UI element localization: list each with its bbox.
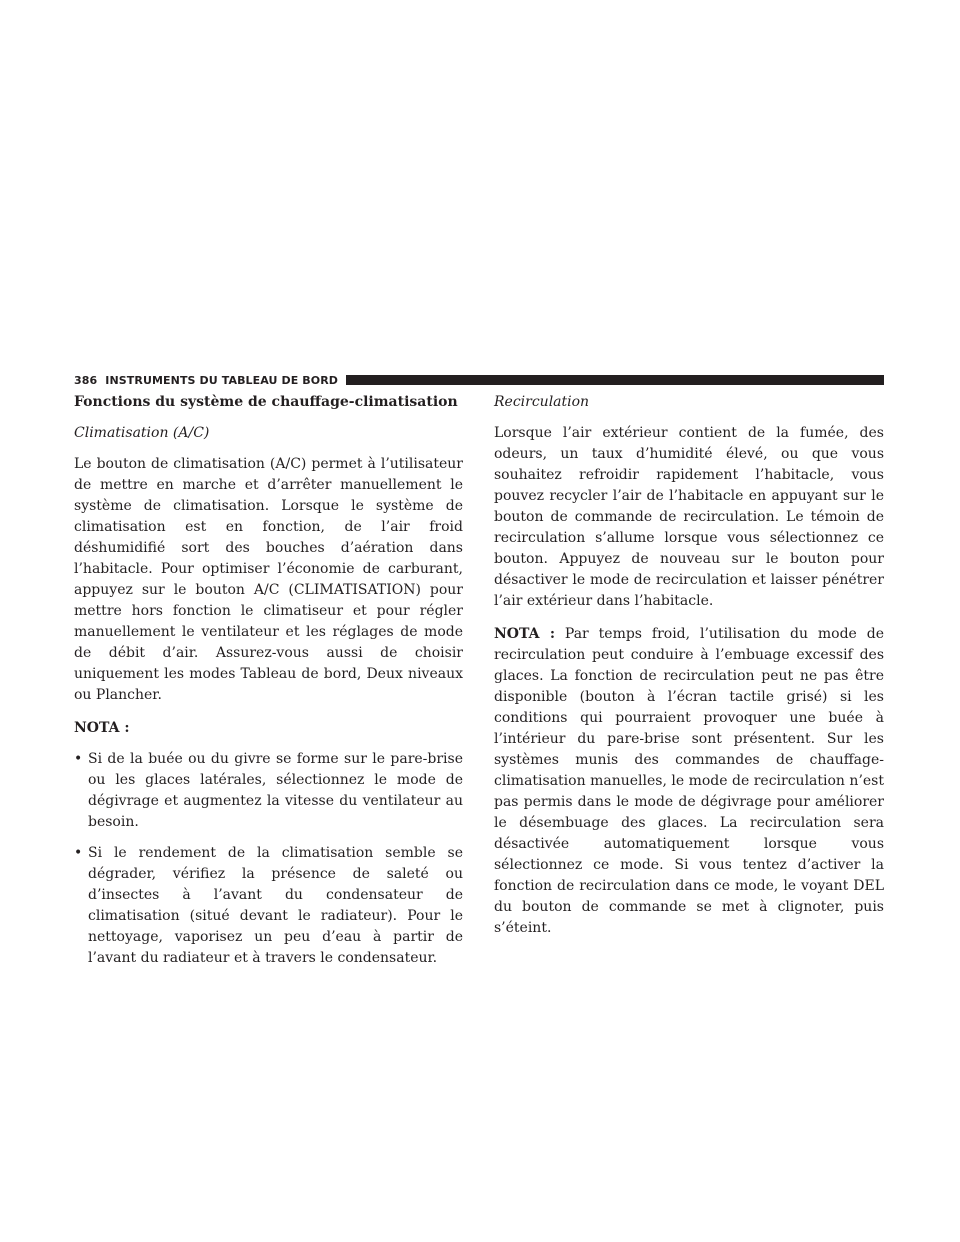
section-heading: Fonctions du système de chauffage-climatisation — [74, 394, 458, 410]
left-column — [74, 392, 463, 979]
list-item — [74, 843, 463, 969]
note-label: NOTA : — [494, 626, 556, 642]
header-rule — [346, 375, 884, 385]
recirculation-subheading: Recirculation — [494, 394, 590, 410]
bullet-marker: • — [74, 751, 83, 767]
note-bullet-list — [74, 749, 463, 969]
section-title: INSTRUMENTS DU TABLEAU DE BORD — [105, 373, 339, 387]
note-label: NOTA : — [74, 720, 130, 736]
recirculation-paragraph: Lorsque l’air extérieur contient de la fumée, des odeurs, un taux d’humidité élevé, ou que vous souhaitez refroidir rapidement l’habitacle, vous pouvez recycler l’air de l’habitacle en appuyant sur le bouton de commande de recirculation. Le témoin de recirculation s’allume lorsque vous sélectionnez ce bouton. Appuyez de nouveau sur le bouton pour désactiver le mode de recirculation et laisser pénétrer l’air extérieur dans l’habitacle. — [494, 425, 884, 609]
list-item — [74, 749, 463, 833]
ac-paragraph: Le bouton de climatisation (A/C) permet à l’utilisateur de mettre en marche et d’arrêter manuellement le système de climatisation. Lorsque le système de climatisation est en fonction, de l’air froid déshumidifié sort des bouches d’aération dans l’habitacle. Pour optimiser l’économie de carburant, appuyez sur le bouton A/C (CLIMATISATION) pour mettre hors fonction le climatiseur et pour régler manuellement le ventilateur et les réglages de mode de débit d’air. Assurez-vous aussi de choisir uniquement les modes Tableau de bord, Deux niveaux ou Plancher. — [74, 456, 463, 703]
bullet-text: Si de la buée ou du givre se forme sur le pare-brise ou les glaces latérales, sélectionnez le mode de dégivrage et augmentez la vitesse du ventilateur au besoin. — [88, 751, 463, 830]
note-text: Par temps froid, l’utilisation du mode de recirculation peut conduire à l’embuage excessif des glaces. La fonction de recirculation peut ne pas être disponible (bouton à l’écran tactile grisé) si les conditions qui pourraient provoquer une buée à l’intérieur du pare-brise sont présentent. Sur les systèmes munis des commandes de chauffage-climatisation manuelles, le mode de recirculation n’est pas permis dans le mode de dégivrage pour améliorer le désembuage des glaces. La recirculation sera désactivée automatiquement lorsque vous sélectionnez ce mode. Si vous tentez d’activer la fonction de recirculation dans ce mode, le voyant DEL du bouton de commande se met à clignoter, puis s’éteint. — [494, 626, 884, 936]
recirculation-note — [494, 624, 884, 939]
ac-subheading: Climatisation (A/C) — [74, 425, 210, 441]
bullet-marker: • — [74, 845, 83, 861]
page-number: 386 — [74, 373, 98, 387]
running-header — [74, 372, 884, 388]
right-column — [494, 392, 884, 951]
bullet-text: Si le rendement de la climatisation semble se dégrader, vérifiez la présence de saleté ou d’insectes à l’avant du condensateur de climatisation (situé devant le radiateur). Pour le nettoyage, vaporisez un peu d’eau à partir de l’avant du radiateur et à travers le condensateur. — [88, 845, 463, 966]
